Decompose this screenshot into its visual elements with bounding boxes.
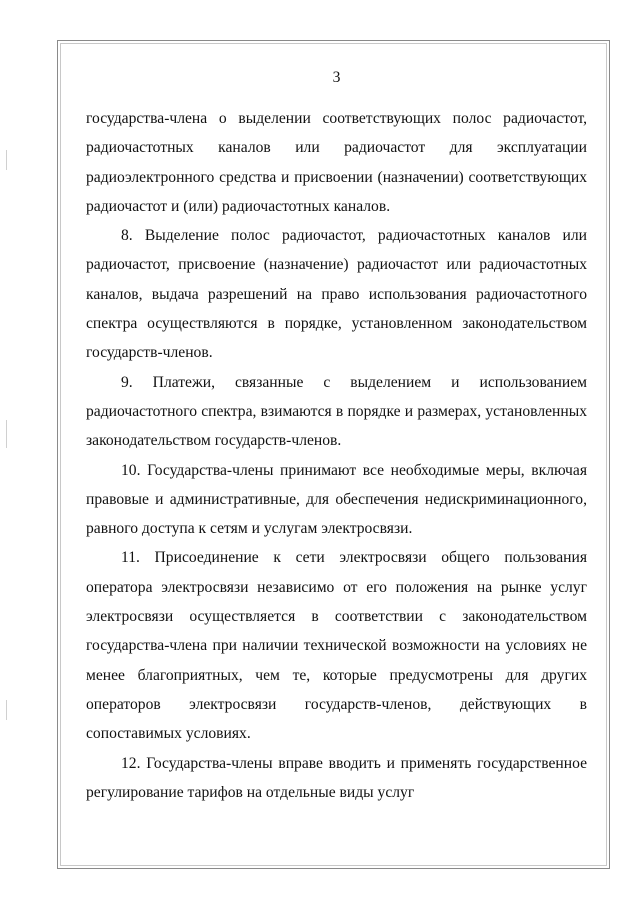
scan-margin-mark [6, 420, 7, 448]
paragraph-item-9: 9. Платежи, связанные с выделением и использованием радиочастотного спектра, взимаются в порядке и размерах, установленных законодательством государств-членов. [86, 373, 587, 450]
page-number: 3 [332, 69, 341, 86]
paragraph-item-10: 10. Государства-члены принимают все необходимые меры, включая правовые и административные, для обеспечения недискриминационного, равного доступа к сетям и услугам электросвязи. [86, 461, 587, 538]
document-body [86, 64, 587, 807]
paragraph-item-8: 8. Выделение полос радиочастот, радиочастотных каналов или радиочастот, присвоение (назначение) радиочастот или радиочастотных каналов, выдача разрешений на право использования радиочастотного спектра осуществляются в порядке, установленном законодательством государств-членов. [86, 227, 587, 362]
paragraph-item-12: 12. Государства-члены вправе вводить и применять государственное регулирование тарифов на отдельные виды услуг [86, 754, 587, 801]
scan-margin-mark [6, 150, 7, 170]
scan-margin-mark [6, 700, 7, 720]
paragraph-item-11: 11. Присоединение к сети электросвязи общего пользования оператора электросвязи независимо от его положения на рынке услуг электросвязи осуществляется в соответствии с законодательством государства-члена при наличии технической возможности на условиях не менее благоприятных, чем те, которые предусмотрены для других операторов электросвязи государств-членов, действующих в сопоставимых условиях. [86, 549, 587, 743]
paragraph-continuation: государства-члена о выделении соответствующих полос радиочастот, радиочастотных каналов или радиочастот для эксплуатации радиоэлектронного средства и присвоении (назначении) соответствующих радиочастот и (или) радиочастотных каналов. [86, 110, 587, 215]
